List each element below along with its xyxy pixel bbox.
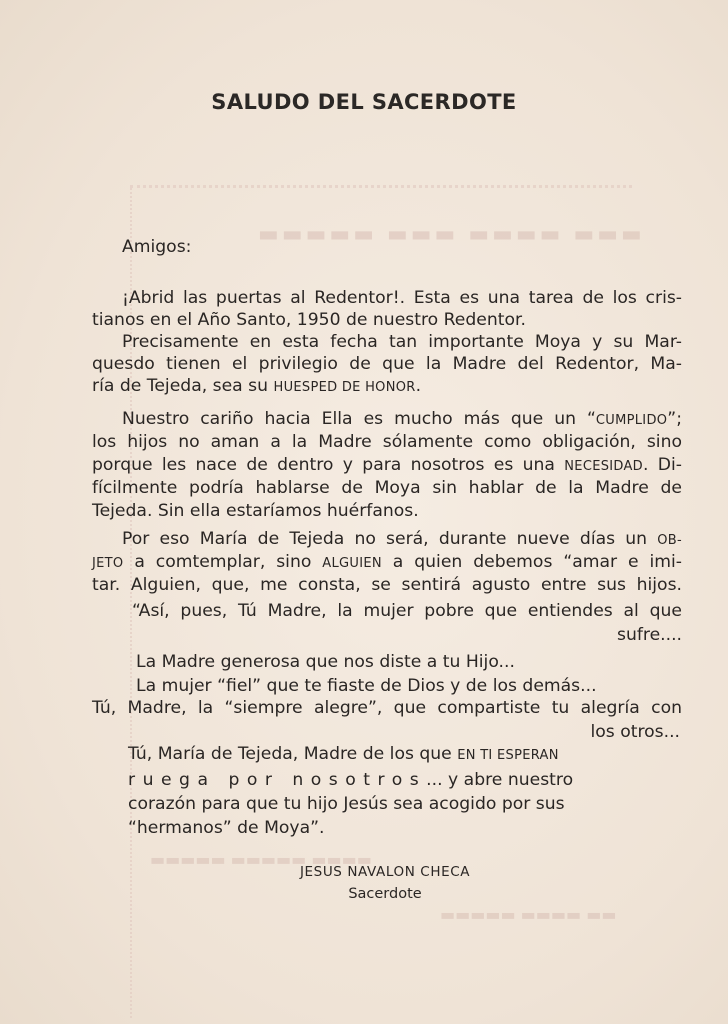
small-caps-text: HUESPED DE HONOR [273, 380, 416, 395]
paragraph-line: quesdo tienen el privilegio de que la Madre del Redentor, Ma- [92, 354, 682, 374]
paragraph-line [122, 528, 682, 552]
small-caps-text: CUMPLIDO [595, 413, 668, 428]
text-run: a quien debemos “amar e imi- [381, 552, 682, 572]
paragraph-line: los hijos no aman a la Madre sólamente como obligación, sino [92, 432, 682, 452]
paragraph-line: tar. Alguien, que, me consta, se sentirá agusto entre sus hijos. [92, 575, 682, 595]
paragraph-line: tianos en el Año Santo, 1950 de nuestro Redentor. [92, 310, 526, 330]
text-run: . Di- [642, 455, 682, 475]
small-caps-text: JETO [92, 556, 124, 571]
prayer-line: La mujer “fiel” que te fiaste de Dios y de los demás... [136, 676, 597, 696]
small-caps-text: NECESIDAD [564, 459, 643, 474]
prayer-line: “Así, pues, Tú Madre, la mujer pobre que entiendes al que [132, 601, 682, 621]
bleed-through-mark: ▬▬▬ ▬▬▬▬ ▬▬▬ ▬▬▬▬▬ [255, 222, 642, 247]
paragraph-line: Tejeda. Sin ella estaríamos huérfanos. [92, 501, 419, 521]
paragraph-line [92, 375, 421, 399]
text-run: Tú, María de Tejeda, Madre de los que [128, 744, 458, 764]
small-caps-text: EN TI ESPERAN [457, 748, 559, 763]
text-run: Por eso María de Tejeda no será, durante nueve días un [122, 529, 658, 549]
text-run: ría de Tejeda, sea su [92, 376, 274, 396]
prayer-line [128, 743, 559, 767]
bleed-through-mark: ▬▬ ▬▬▬▬ ▬▬▬▬▬ [440, 905, 617, 924]
text-run: ... y abre nuestro [426, 770, 574, 790]
paragraph-line [92, 551, 682, 575]
prayer-line: corazón para que tu hijo Jesús sea acogido por sus [128, 794, 565, 814]
paragraph-line: Precisamente en esta fecha tan importante Moya y su Mar- [122, 332, 682, 352]
paragraph-line: ¡Abrid las puertas al Redentor!. Esta es una tarea de los cris- [122, 288, 682, 308]
signature-name: JESUS NAVALON CHECA [299, 864, 471, 880]
paragraph-line: fícilmente podría hablarse de Moya sin hablar de la Madre de [92, 478, 682, 498]
text-run: porque les nace de dentro y para nosotros es una [92, 455, 565, 475]
text-run: ”; [667, 409, 682, 429]
text-run: a comtemplar, sino [123, 552, 323, 572]
prayer-line: “hermanos” de Moya”. [128, 818, 325, 838]
signature-role: Sacerdote [348, 886, 422, 902]
prayer-line: los otros... [590, 722, 680, 742]
greeting: Amigos: [122, 237, 192, 257]
text-run: . [415, 376, 422, 396]
small-caps-text: ALGUIEN [322, 556, 382, 571]
text-run: Nuestro cariño hacia Ella es mucho más que un “ [122, 409, 596, 429]
spaced-text: ruega por nosotros [128, 770, 427, 790]
prayer-line: Tú, Madre, la “siempre alegre”, que compartiste tu alegría con [92, 698, 682, 718]
prayer-line [128, 769, 573, 791]
prayer-line: La Madre generosa que nos diste a tu Hijo... [136, 652, 515, 672]
small-caps-text: OB- [657, 533, 682, 548]
prayer-line: sufre.... [616, 625, 682, 645]
paragraph-line [122, 408, 682, 432]
bleed-through-mark: ▬▬▬▬ ▬▬▬▬▬ ▬▬▬▬▬ [150, 850, 372, 869]
page-title: SALUDO DEL SACERDOTE [211, 90, 517, 114]
paragraph-line [92, 454, 682, 478]
